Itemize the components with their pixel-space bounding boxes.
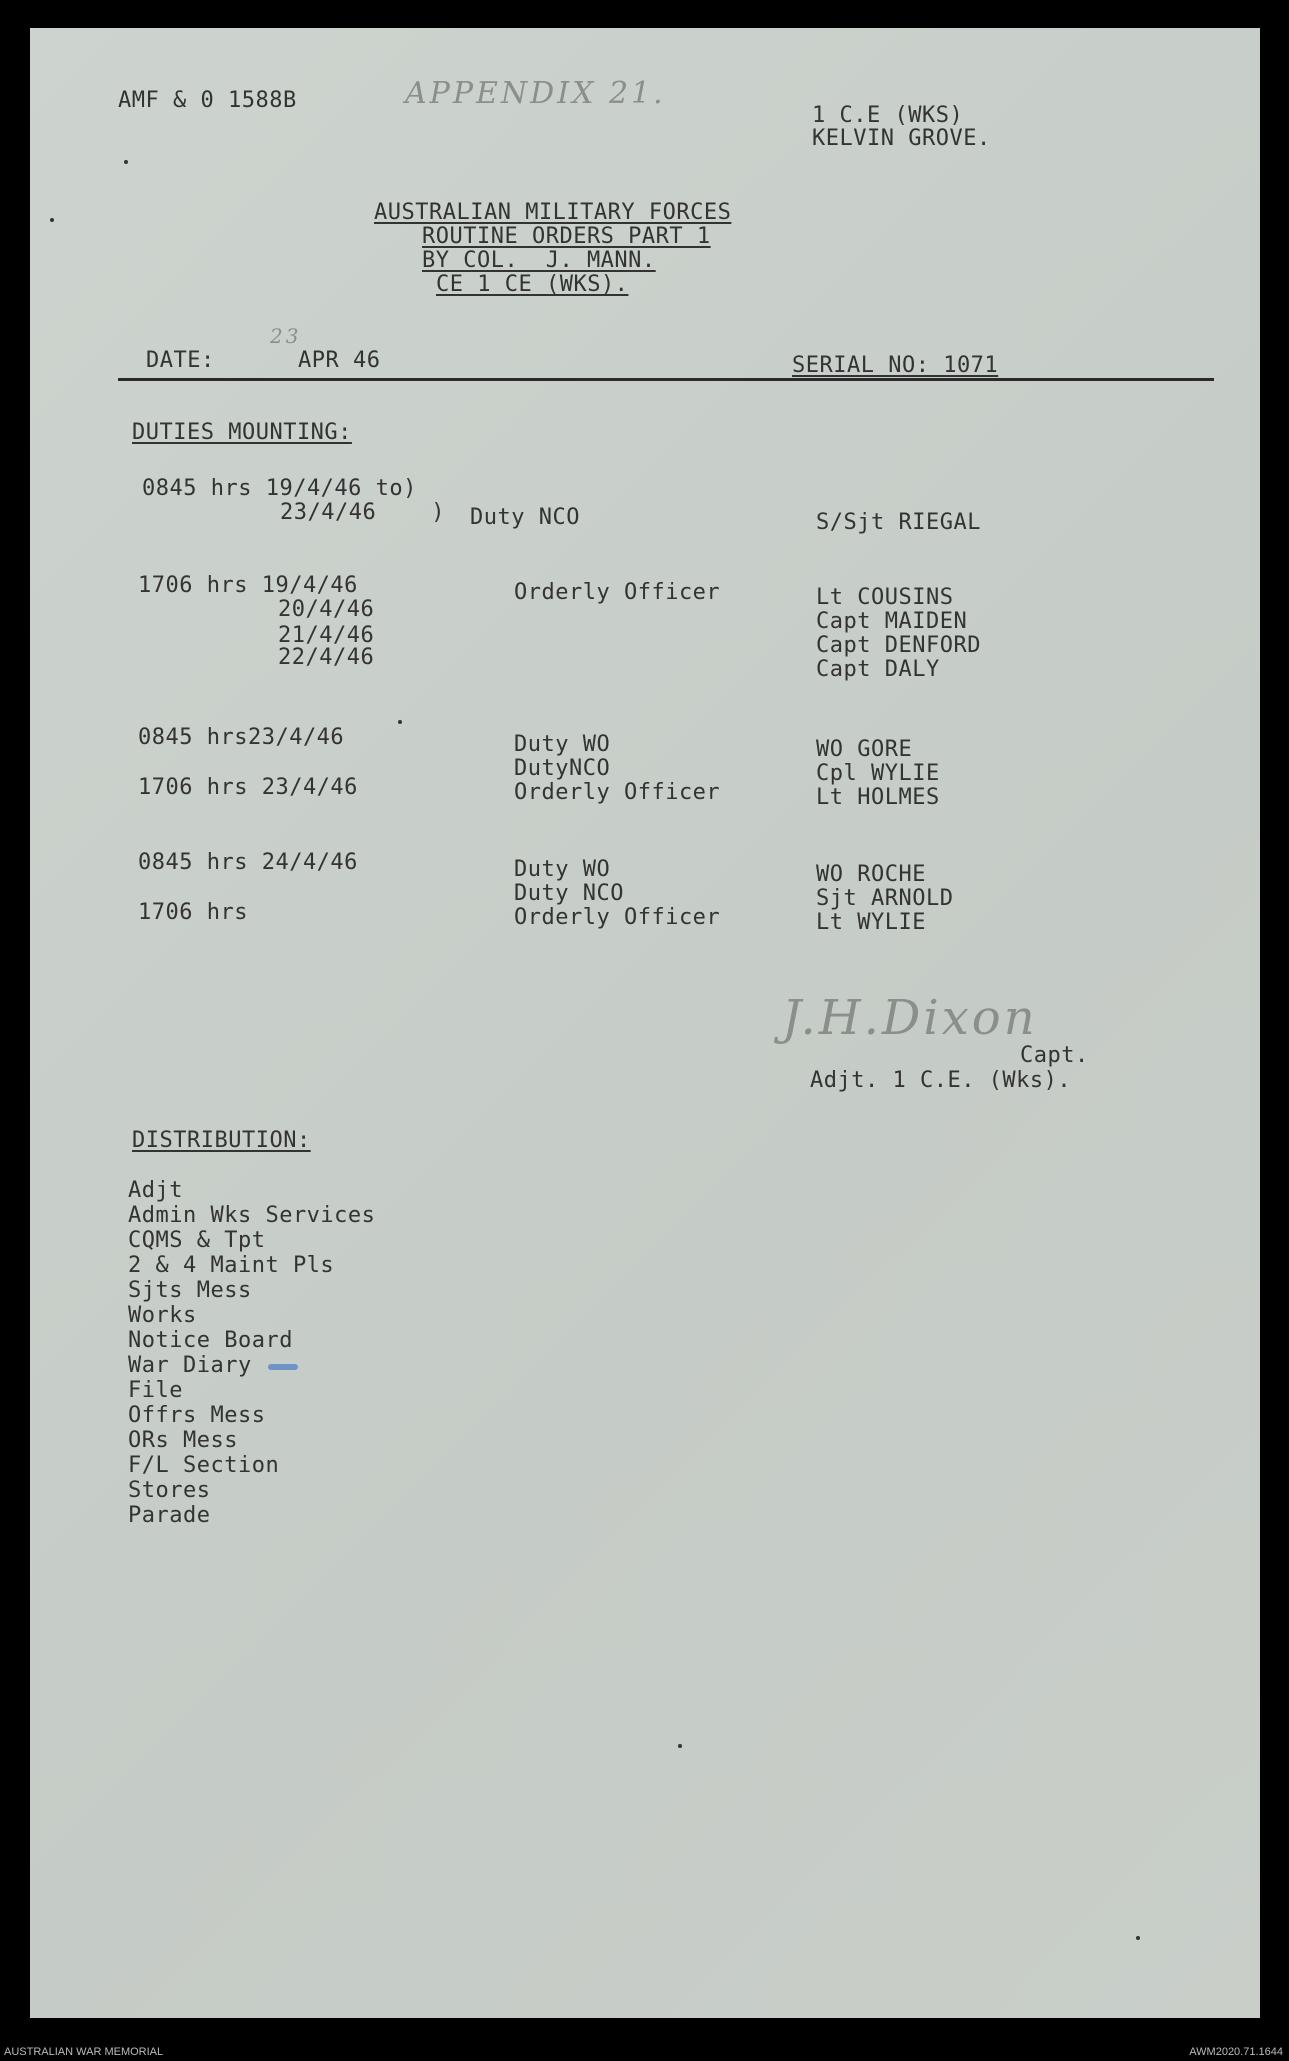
signature-handwritten: J.H.Dixon xyxy=(782,990,1038,1046)
list-item: Offrs Mess xyxy=(128,1403,266,1428)
list-item: Works xyxy=(128,1303,197,1328)
duty-name: Lt WYLIE xyxy=(816,910,926,935)
stray-dot xyxy=(398,720,402,724)
duty-name: Sjt ARNOLD xyxy=(816,886,954,911)
duty-role: Duty NCO xyxy=(514,881,624,906)
duty-name: WO GORE xyxy=(816,737,913,762)
list-item: Notice Board xyxy=(128,1328,293,1353)
duty-name: S/Sjt RIEGAL xyxy=(816,510,981,535)
list-item: CQMS & Tpt xyxy=(128,1228,266,1253)
duties-heading: DUTIES MOUNTING: xyxy=(132,420,352,445)
appendix-handwritten: APPENDIX 21. xyxy=(405,76,666,111)
duty-role: Orderly Officer xyxy=(514,780,721,805)
title-line-2: ROUTINE ORDERS PART 1 xyxy=(422,224,711,249)
list-item: ORs Mess xyxy=(128,1428,238,1453)
list-item: War Diary xyxy=(128,1353,252,1378)
list-item: Admin Wks Services xyxy=(128,1203,376,1228)
blue-ink-mark xyxy=(268,1364,298,1370)
duty-name: Lt HOLMES xyxy=(816,785,940,810)
duty-time: 0845 hrs 19/4/46 to) xyxy=(142,476,417,501)
duty-date: 22/4/46 xyxy=(278,645,375,670)
duty-date: 21/4/46 xyxy=(278,623,375,648)
reference-number: AMF & 0 1588B xyxy=(118,88,297,113)
unit-line-2: KELVIN GROVE. xyxy=(812,126,991,151)
duty-time: 1706 hrs 19/4/46 xyxy=(138,573,358,598)
distribution-list xyxy=(128,1178,375,1528)
stray-dot xyxy=(678,1744,682,1748)
list-item: 2 & 4 Maint Pls xyxy=(128,1253,335,1278)
duty-name: WO ROCHE xyxy=(816,862,926,887)
footer-institution: AUSTRALIAN WAR MEMORIAL xyxy=(4,2046,164,2058)
list-item: File xyxy=(128,1378,183,1403)
duty-role: Duty WO xyxy=(514,732,611,757)
duty-time: 1706 hrs 23/4/46 xyxy=(138,775,358,800)
date-value: APR 46 xyxy=(298,348,381,373)
title-line-4: CE 1 CE (WKS). xyxy=(436,272,629,297)
serial-number: SERIAL NO: 1071 xyxy=(792,353,999,378)
signature-appointment: Adjt. 1 C.E. (Wks). xyxy=(810,1068,1072,1093)
duty-name: Cpl WYLIE xyxy=(816,761,940,786)
duty-role: Orderly Officer xyxy=(514,905,721,930)
duty-name: Capt DALY xyxy=(816,657,940,682)
duty-role: Duty WO xyxy=(514,857,611,882)
duty-time: 1706 hrs xyxy=(138,900,248,925)
list-item: F/L Section xyxy=(128,1453,280,1478)
duty-time: 23/4/46 ) xyxy=(280,500,445,525)
duty-role: Orderly Officer xyxy=(514,580,721,605)
duty-time: 0845 hrs23/4/46 xyxy=(138,725,345,750)
duty-name: Capt DENFORD xyxy=(816,633,981,658)
duty-name: Lt COUSINS xyxy=(816,585,954,610)
list-item: Stores xyxy=(128,1478,211,1503)
header-rule xyxy=(118,378,1214,381)
stray-dot xyxy=(50,218,54,222)
title-line-3: BY COL. J. MANN. xyxy=(422,248,656,273)
list-item: Sjts Mess xyxy=(128,1278,252,1303)
duty-role: Duty NCO xyxy=(470,505,580,530)
footer-accession: AWM2020.71.1644 xyxy=(1189,2046,1283,2058)
unit-line-1: 1 C.E (WKS) xyxy=(812,103,964,128)
distribution-heading: DISTRIBUTION: xyxy=(132,1128,311,1153)
stray-dot xyxy=(124,160,128,164)
stray-dot xyxy=(1136,1936,1140,1940)
signature-rank: Capt. xyxy=(1020,1043,1089,1068)
duty-name: Capt MAIDEN xyxy=(816,609,968,634)
document-page xyxy=(30,28,1260,2018)
list-item: Adjt xyxy=(128,1178,183,1203)
title-line-1: AUSTRALIAN MILITARY FORCES xyxy=(374,200,732,225)
date-day-handwritten: 23 xyxy=(270,324,302,348)
duty-date: 20/4/46 xyxy=(278,597,375,622)
date-label: DATE: xyxy=(146,348,215,373)
list-item: Parade xyxy=(128,1503,211,1528)
duty-time: 0845 hrs 24/4/46 xyxy=(138,850,358,875)
duty-role: DutyNCO xyxy=(514,756,611,781)
